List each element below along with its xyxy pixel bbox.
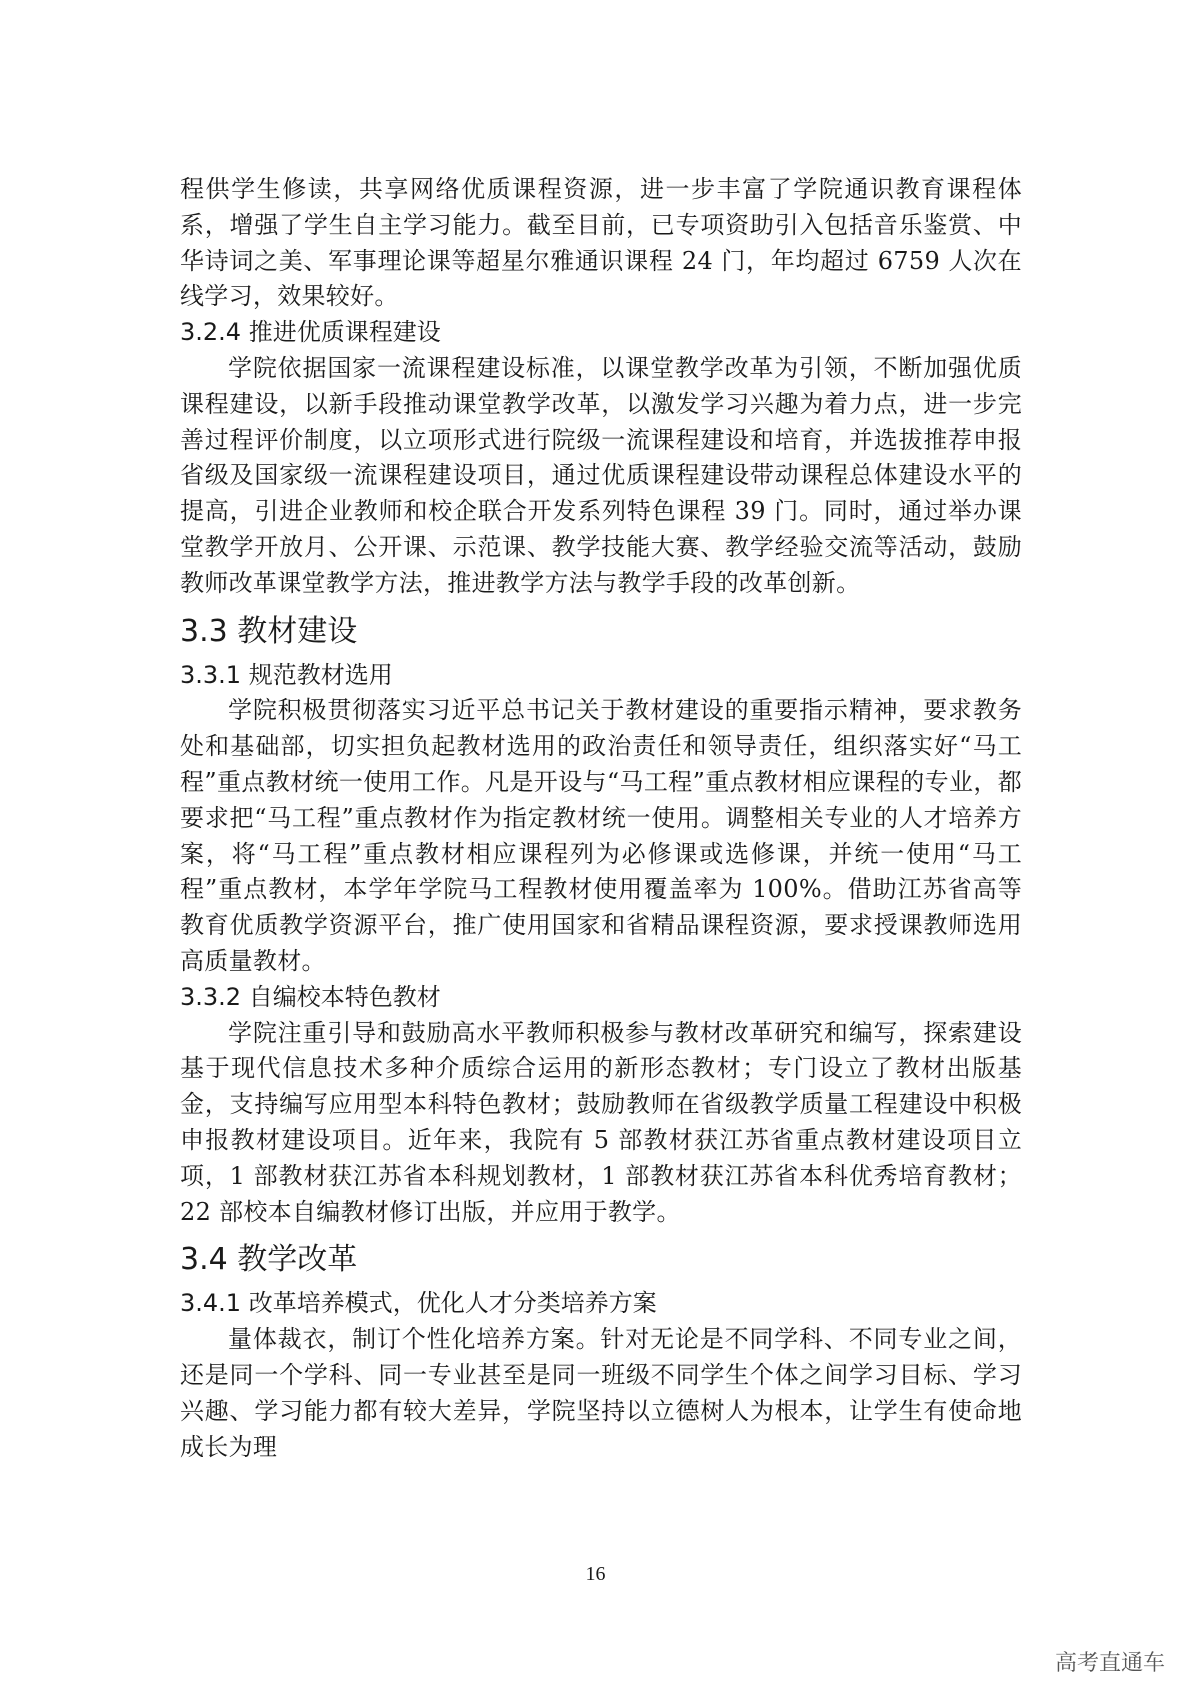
heading-3-4: 3.4 教学改革 xyxy=(180,1242,358,1278)
paragraph-3-3-2: 学院注重引导和鼓励高水平教师积极参与教材改革研究和编写，探索建设基于现代信息技术多种介质综合运用的新形态教材；专门设立了教材出版基金，支持编写应用型本科特色教材；鼓励教师在省级教学质量工程建设中积极申报教材建设项目。近年来，我院有 5 部教材获江苏省重点教材建设项目立项，1 部教材获江苏省本科规划教材，1 部教材获江苏省本科优秀培育教材；22 部校本自编教材修订出版，并应用于教学。 xyxy=(180,1018,1022,1226)
paragraph-3-3-1: 学院积极贯彻落实习近平总书记关于教材建设的重要指示精神，要求教务处和基础部，切实担负起教材选用的政治责任和领导责任，组织落实好“马工程”重点教材统一使用工作。凡是开设与“马工程”重点教材相应课程的专业，都要求把“马工程”重点教材作为指定教材统一使用。调整相关专业的人才培养方案，将“马工程”重点教材相应课程列为必修课或选修课，并统一使用“马工程”重点教材，本学年学院马工程教材使用覆盖率为 100%。借助江苏省高等教育优质教学资源平台，推广使用国家和省精品课程资源，要求授课教师选用高质量教材。 xyxy=(180,696,1022,975)
heading-3-4-1: 3.4.1 改革培养模式，优化人才分类培养方案 xyxy=(180,1289,657,1318)
heading-3-3-1: 3.3.1 规范教材选用 xyxy=(180,660,393,689)
watermark-text: 高考直通车 xyxy=(1054,1651,1165,1676)
page-content xyxy=(180,172,1022,1465)
heading-3-3-2: 3.3.2 自编校本特色教材 xyxy=(180,982,441,1011)
paragraph-3-4-1: 量体裁衣，制订个性化培养方案。针对无论是不同学科、不同专业之间，还是同一个学科、同一专业甚至是同一班级不同学生个体之间学习目标、学习兴趣、学习能力都有较大差异，学院坚持以立德树人为根本，让学生有使命地成长为理 xyxy=(180,1325,1022,1461)
heading-3-2-4: 3.2.4 推进优质课程建设 xyxy=(180,318,441,347)
paragraph-continued: 程供学生修读，共享网络优质课程资源，进一步丰富了学院通识教育课程体系，增强了学生自主学习能力。截至目前，已专项资助引入包括音乐鉴赏、中华诗词之美、军事理论课等超星尔雅通识课程 24 门，年均超过 6759 人次在线学习，效果较好。 xyxy=(180,175,1022,311)
paragraph-3-2-4: 学院依据国家一流课程建设标准，以课堂教学改革为引领，不断加强优质课程建设，以新手段推动课堂教学改革，以激发学习兴趣为着力点，进一步完善过程评价制度，以立项形式进行院级一流课程建设和培育，并选拔推荐申报省级及国家级一流课程建设项目，通过优质课程建设带动课程总体建设水平的提高，引进企业教师和校企联合开发系列特色课程 39 门。同时，通过举办课堂教学开放月、公开课、示范课、教学技能大赛、教学经验交流等活动，鼓励教师改革课堂教学方法，推进教学方法与教学手段的改革创新。 xyxy=(180,353,1022,597)
heading-3-3: 3.3 教材建设 xyxy=(180,613,358,649)
page-number: 16 xyxy=(585,1563,606,1585)
